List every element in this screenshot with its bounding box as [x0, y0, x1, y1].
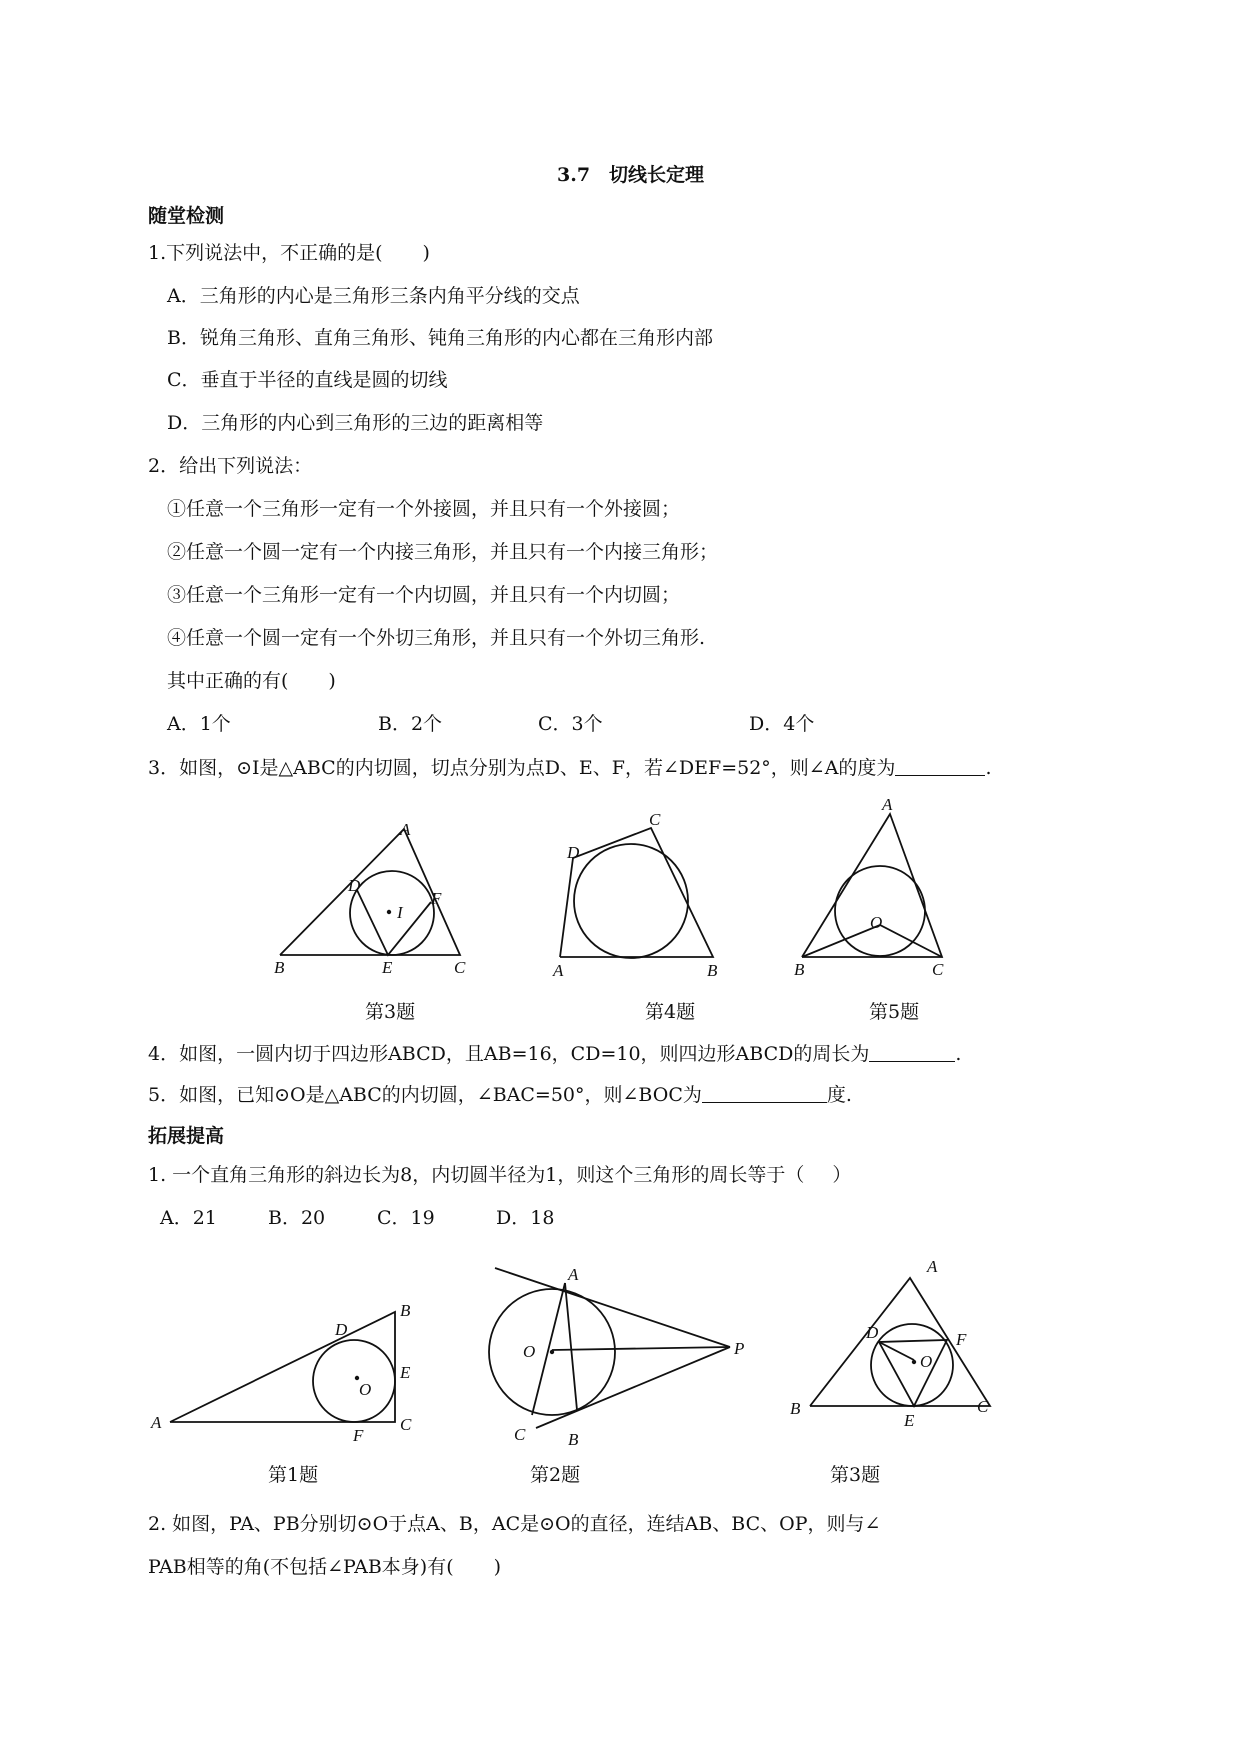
- q4-answer-blank[interactable]: [869, 1043, 955, 1062]
- e2-line2-text: PAB相等的角(不包括∠PAB本身)有(: [148, 1556, 454, 1578]
- q2-option-b: B．2个: [378, 713, 443, 735]
- q4-text: [148, 1042, 961, 1066]
- caption-e2: 第2题: [530, 1464, 581, 1486]
- e2-line2-close: ): [493, 1556, 502, 1578]
- efig1-label-o: O: [359, 1380, 372, 1399]
- e2-line1: 2. 如图，PA、PB分别切⊙O于点A、B，AC是⊙O的直径，连结AB、BC、OP，则与∠: [148, 1513, 881, 1535]
- efig3-label-o: O: [920, 1352, 933, 1371]
- q1-option-b: B．锐角三角形、直角三角形、钝角三角形的内心都在三角形内部: [167, 327, 713, 349]
- q4-end: .: [955, 1043, 962, 1065]
- fig5-label-b: B: [794, 960, 805, 979]
- q2-ask-close: ): [328, 670, 336, 692]
- q1-option-a: A．三角形的内心是三角形三条内角平分线的交点: [167, 285, 580, 307]
- fig3-label-f: F: [431, 889, 442, 908]
- caption-e3: 第3题: [830, 1464, 881, 1486]
- efig1-label-d: D: [335, 1320, 348, 1339]
- fig3-label-a: A: [400, 820, 411, 839]
- figure-q5: [790, 795, 970, 985]
- e1-stem-text: 1. 一个直角三角形的斜边长为8，内切圆半径为1，则这个三角形的周长等于（: [148, 1164, 805, 1186]
- efig2-label-b: B: [568, 1430, 579, 1449]
- e1-option-b: B．20: [268, 1207, 326, 1229]
- fig4-label-b: B: [707, 961, 718, 980]
- q2-statement-3: ③任意一个三角形一定有一个内切圆，并且只有一个内切圆；: [167, 584, 681, 606]
- q3-answer-blank[interactable]: [895, 757, 985, 776]
- caption-q4: 第4题: [645, 1001, 696, 1023]
- fig3-label-b: B: [274, 958, 285, 977]
- q1-option-d: D．三角形的内心到三角形的三边的距离相等: [167, 412, 544, 434]
- q1-stem-close: ): [422, 242, 430, 264]
- q5-text: [148, 1083, 852, 1107]
- q2-ask: [167, 669, 336, 693]
- q2-option-a: A．1个: [167, 713, 231, 735]
- e1-option-c: C．19: [377, 1207, 435, 1229]
- e1-stem: [148, 1163, 851, 1187]
- figure-e1: [145, 1300, 425, 1450]
- figure-q3: [260, 815, 480, 975]
- efig1-label-c: C: [400, 1415, 412, 1434]
- q2-statement-4: ④任意一个圆一定有一个外切三角形，并且只有一个外切三角形.: [167, 627, 706, 649]
- q2-statement-1: ①任意一个三角形一定有一个外接圆，并且只有一个外接圆；: [167, 498, 681, 520]
- q2-statement-2: ②任意一个圆一定有一个内接三角形，并且只有一个内接三角形；: [167, 541, 719, 563]
- q5-stem: 5．如图，已知⊙O是△ABC的内切圆，∠BAC=50°，则∠BOC为: [148, 1084, 702, 1106]
- q2-stem: 2．给出下列说法：: [148, 455, 313, 477]
- fig5-label-c: C: [932, 960, 944, 979]
- e1-option-d: D．18: [496, 1207, 555, 1229]
- efig1-label-f: F: [353, 1426, 364, 1445]
- q1-stem-text: 1.下列说法中，不正确的是(: [148, 242, 383, 264]
- figure-e3: [780, 1250, 1010, 1430]
- efig2-label-c: C: [514, 1425, 526, 1444]
- figure-q4: [545, 810, 725, 980]
- e2-line2: [148, 1555, 501, 1579]
- q2-ask-text: 其中正确的有(: [167, 670, 289, 692]
- fig3-label-i: I: [397, 903, 403, 922]
- fig3-label-d: D: [348, 876, 361, 895]
- efig2-label-a: A: [568, 1265, 579, 1284]
- q5-end: 度.: [826, 1084, 852, 1106]
- efig2-label-p: P: [734, 1339, 745, 1358]
- q3-end: .: [985, 757, 992, 779]
- section-heading-practice: 随堂检测: [148, 205, 225, 227]
- caption-q5: 第5题: [869, 1001, 920, 1023]
- q4-stem: 4．如图，一圆内切于四边形ABCD，且AB=16，CD=10，则四边形ABCD的周长为: [148, 1043, 870, 1065]
- q2-option-d: D．4个: [749, 713, 815, 735]
- efig1-label-e: E: [400, 1363, 411, 1382]
- q5-answer-blank[interactable]: [702, 1084, 827, 1103]
- efig3-label-a: A: [927, 1257, 938, 1276]
- efig2-label-o: O: [523, 1342, 536, 1361]
- efig3-label-c: C: [977, 1397, 989, 1416]
- page-title: 3.7 切线长定理: [557, 164, 705, 186]
- caption-q3: 第3题: [365, 1001, 416, 1023]
- caption-e1: 第1题: [268, 1464, 319, 1486]
- e1-stem-close: ）: [832, 1164, 852, 1186]
- efig3-label-d: D: [866, 1323, 879, 1342]
- q2-option-c: C．3个: [538, 713, 603, 735]
- fig5-label-a: A: [882, 795, 893, 814]
- efig3-label-f: F: [956, 1330, 967, 1349]
- q1-stem: [148, 241, 430, 265]
- fig4-label-a: A: [553, 961, 564, 980]
- efig3-label-e: E: [904, 1411, 915, 1430]
- section-heading-extension: 拓展提高: [148, 1125, 225, 1147]
- q1-option-c: C．垂直于半径的直线是圆的切线: [167, 369, 448, 391]
- q3-text: [148, 756, 991, 780]
- efig1-label-b: B: [400, 1301, 411, 1320]
- fig3-label-c: C: [454, 958, 466, 977]
- e1-option-a: A．21: [160, 1207, 217, 1229]
- efig1-label-a: A: [151, 1413, 162, 1432]
- fig5-label-o: O: [870, 913, 883, 932]
- fig4-label-c: C: [649, 810, 661, 829]
- figure-e2: [480, 1265, 760, 1449]
- efig3-label-b: B: [790, 1399, 801, 1418]
- q3-stem: 3．如图，⊙I是△ABC的内切圆，切点分别为点D、E、F，若∠DEF=52°，则∠A的度为: [148, 757, 896, 779]
- fig3-label-e: E: [382, 958, 393, 977]
- fig4-label-d: D: [567, 843, 580, 862]
